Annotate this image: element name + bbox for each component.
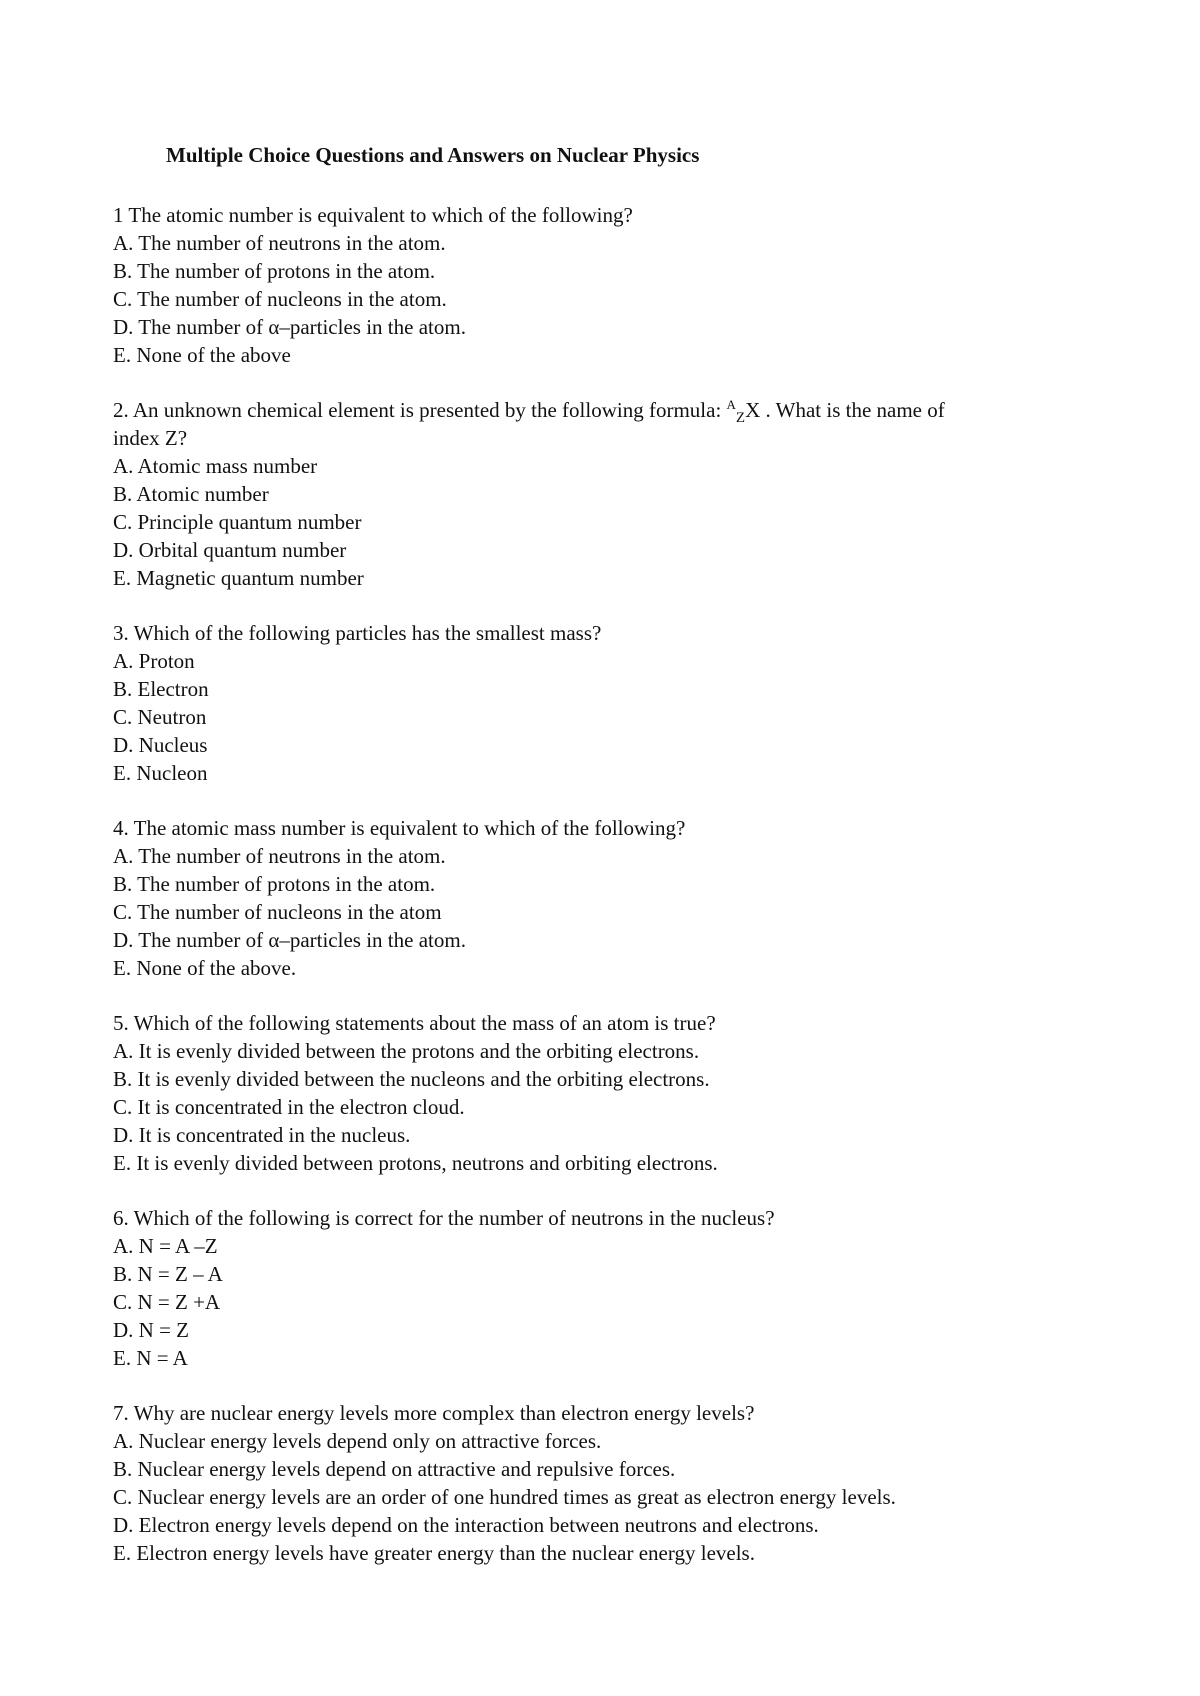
answer-option-b: B. The number of protons in the atom. xyxy=(113,872,436,896)
question-7 xyxy=(113,1399,1113,1567)
question-5 xyxy=(113,1009,1113,1177)
answer-option-b: B. Nuclear energy levels depend on attractive and repulsive forces. xyxy=(113,1457,676,1481)
answer-option-c: C. It is concentrated in the electron cloud. xyxy=(113,1095,465,1119)
question-list xyxy=(113,201,1113,1594)
answer-option-e: E. Electron energy levels have greater energy than the nuclear energy levels. xyxy=(113,1541,755,1565)
answer-option-a: A. The number of neutrons in the atom. xyxy=(113,844,446,868)
document-title: Multiple Choice Questions and Answers on Nuclear Physics xyxy=(166,143,700,167)
answer-option-e: E. It is evenly divided between protons, neutrons and orbiting electrons. xyxy=(113,1151,718,1175)
answer-option-c: C. Neutron xyxy=(113,705,207,729)
answer-option-d: D. Electron energy levels depend on the interaction between neutrons and electrons. xyxy=(113,1513,819,1537)
answer-option-d: D. It is concentrated in the nucleus. xyxy=(113,1123,411,1147)
answer-option-e: E. N = A xyxy=(113,1346,188,1370)
answer-option-a: A. N = A –Z xyxy=(113,1234,218,1258)
question-stem: 1 The atomic number is equivalent to which of the following? xyxy=(113,203,633,227)
question-2 xyxy=(113,396,1113,592)
answer-option-d: D. N = Z xyxy=(113,1318,190,1342)
formula-atomic-number: Z xyxy=(735,410,746,427)
element-formula xyxy=(726,397,761,427)
question-stem xyxy=(113,396,1113,427)
answer-option-b: B. N = Z – A xyxy=(113,1262,223,1286)
question-stem: 6. Which of the following is correct for the number of neutrons in the nucleus? xyxy=(113,1206,775,1230)
answer-option-b: B. It is evenly divided between the nucleons and the orbiting electrons. xyxy=(113,1067,710,1091)
answer-option-c: C. The number of nucleons in the atom. xyxy=(113,287,447,311)
formula-symbol: X xyxy=(745,398,761,422)
question-6 xyxy=(113,1204,1113,1372)
question-stem: 3. Which of the following particles has the smallest mass? xyxy=(113,621,602,645)
stem-text-after-formula: . What is the name of xyxy=(760,398,945,422)
answer-option-e: E. Nucleon xyxy=(113,761,208,785)
answer-option-c: C. Principle quantum number xyxy=(113,510,362,534)
answer-option-c: C. Nuclear energy levels are an order of one hundred times as great as electron energy levels. xyxy=(113,1485,896,1509)
answer-option-d: D. Nucleus xyxy=(113,733,208,757)
answer-option-b: B. The number of protons in the atom. xyxy=(113,259,436,283)
answer-option-d: D. Orbital quantum number xyxy=(113,538,347,562)
question-stem-continuation: index Z? xyxy=(113,426,188,450)
answer-option-e: E. None of the above xyxy=(113,343,291,367)
answer-option-e: E. None of the above. xyxy=(113,956,297,980)
answer-option-a: A. It is evenly divided between the protons and the orbiting electrons. xyxy=(113,1039,700,1063)
answer-option-c: C. The number of nucleons in the atom xyxy=(113,900,442,924)
answer-option-e: E. Magnetic quantum number xyxy=(113,566,364,590)
answer-option-c: C. N = Z +A xyxy=(113,1290,221,1314)
question-1 xyxy=(113,201,1113,369)
answer-option-b: B. Electron xyxy=(113,677,209,701)
answer-option-a: A. The number of neutrons in the atom. xyxy=(113,231,446,255)
question-stem: 4. The atomic mass number is equivalent to which of the following? xyxy=(113,816,686,840)
answer-option-d: D. The number of α–particles in the atom. xyxy=(113,928,466,952)
question-stem: 7. Why are nuclear energy levels more complex than electron energy levels? xyxy=(113,1401,755,1425)
formula-mass-number: A xyxy=(726,397,736,412)
question-4 xyxy=(113,814,1113,982)
answer-option-b: B. Atomic number xyxy=(113,482,269,506)
answer-option-a: A. Nuclear energy levels depend only on attractive forces. xyxy=(113,1429,602,1453)
stem-text-before-formula: 2. An unknown chemical element is presented by the following formula: xyxy=(113,398,727,422)
answer-option-a: A. Atomic mass number xyxy=(113,454,318,478)
question-3 xyxy=(113,619,1113,787)
answer-option-a: A. Proton xyxy=(113,649,195,673)
question-stem: 5. Which of the following statements about the mass of an atom is true? xyxy=(113,1011,716,1035)
answer-option-d: D. The number of α–particles in the atom. xyxy=(113,315,466,339)
